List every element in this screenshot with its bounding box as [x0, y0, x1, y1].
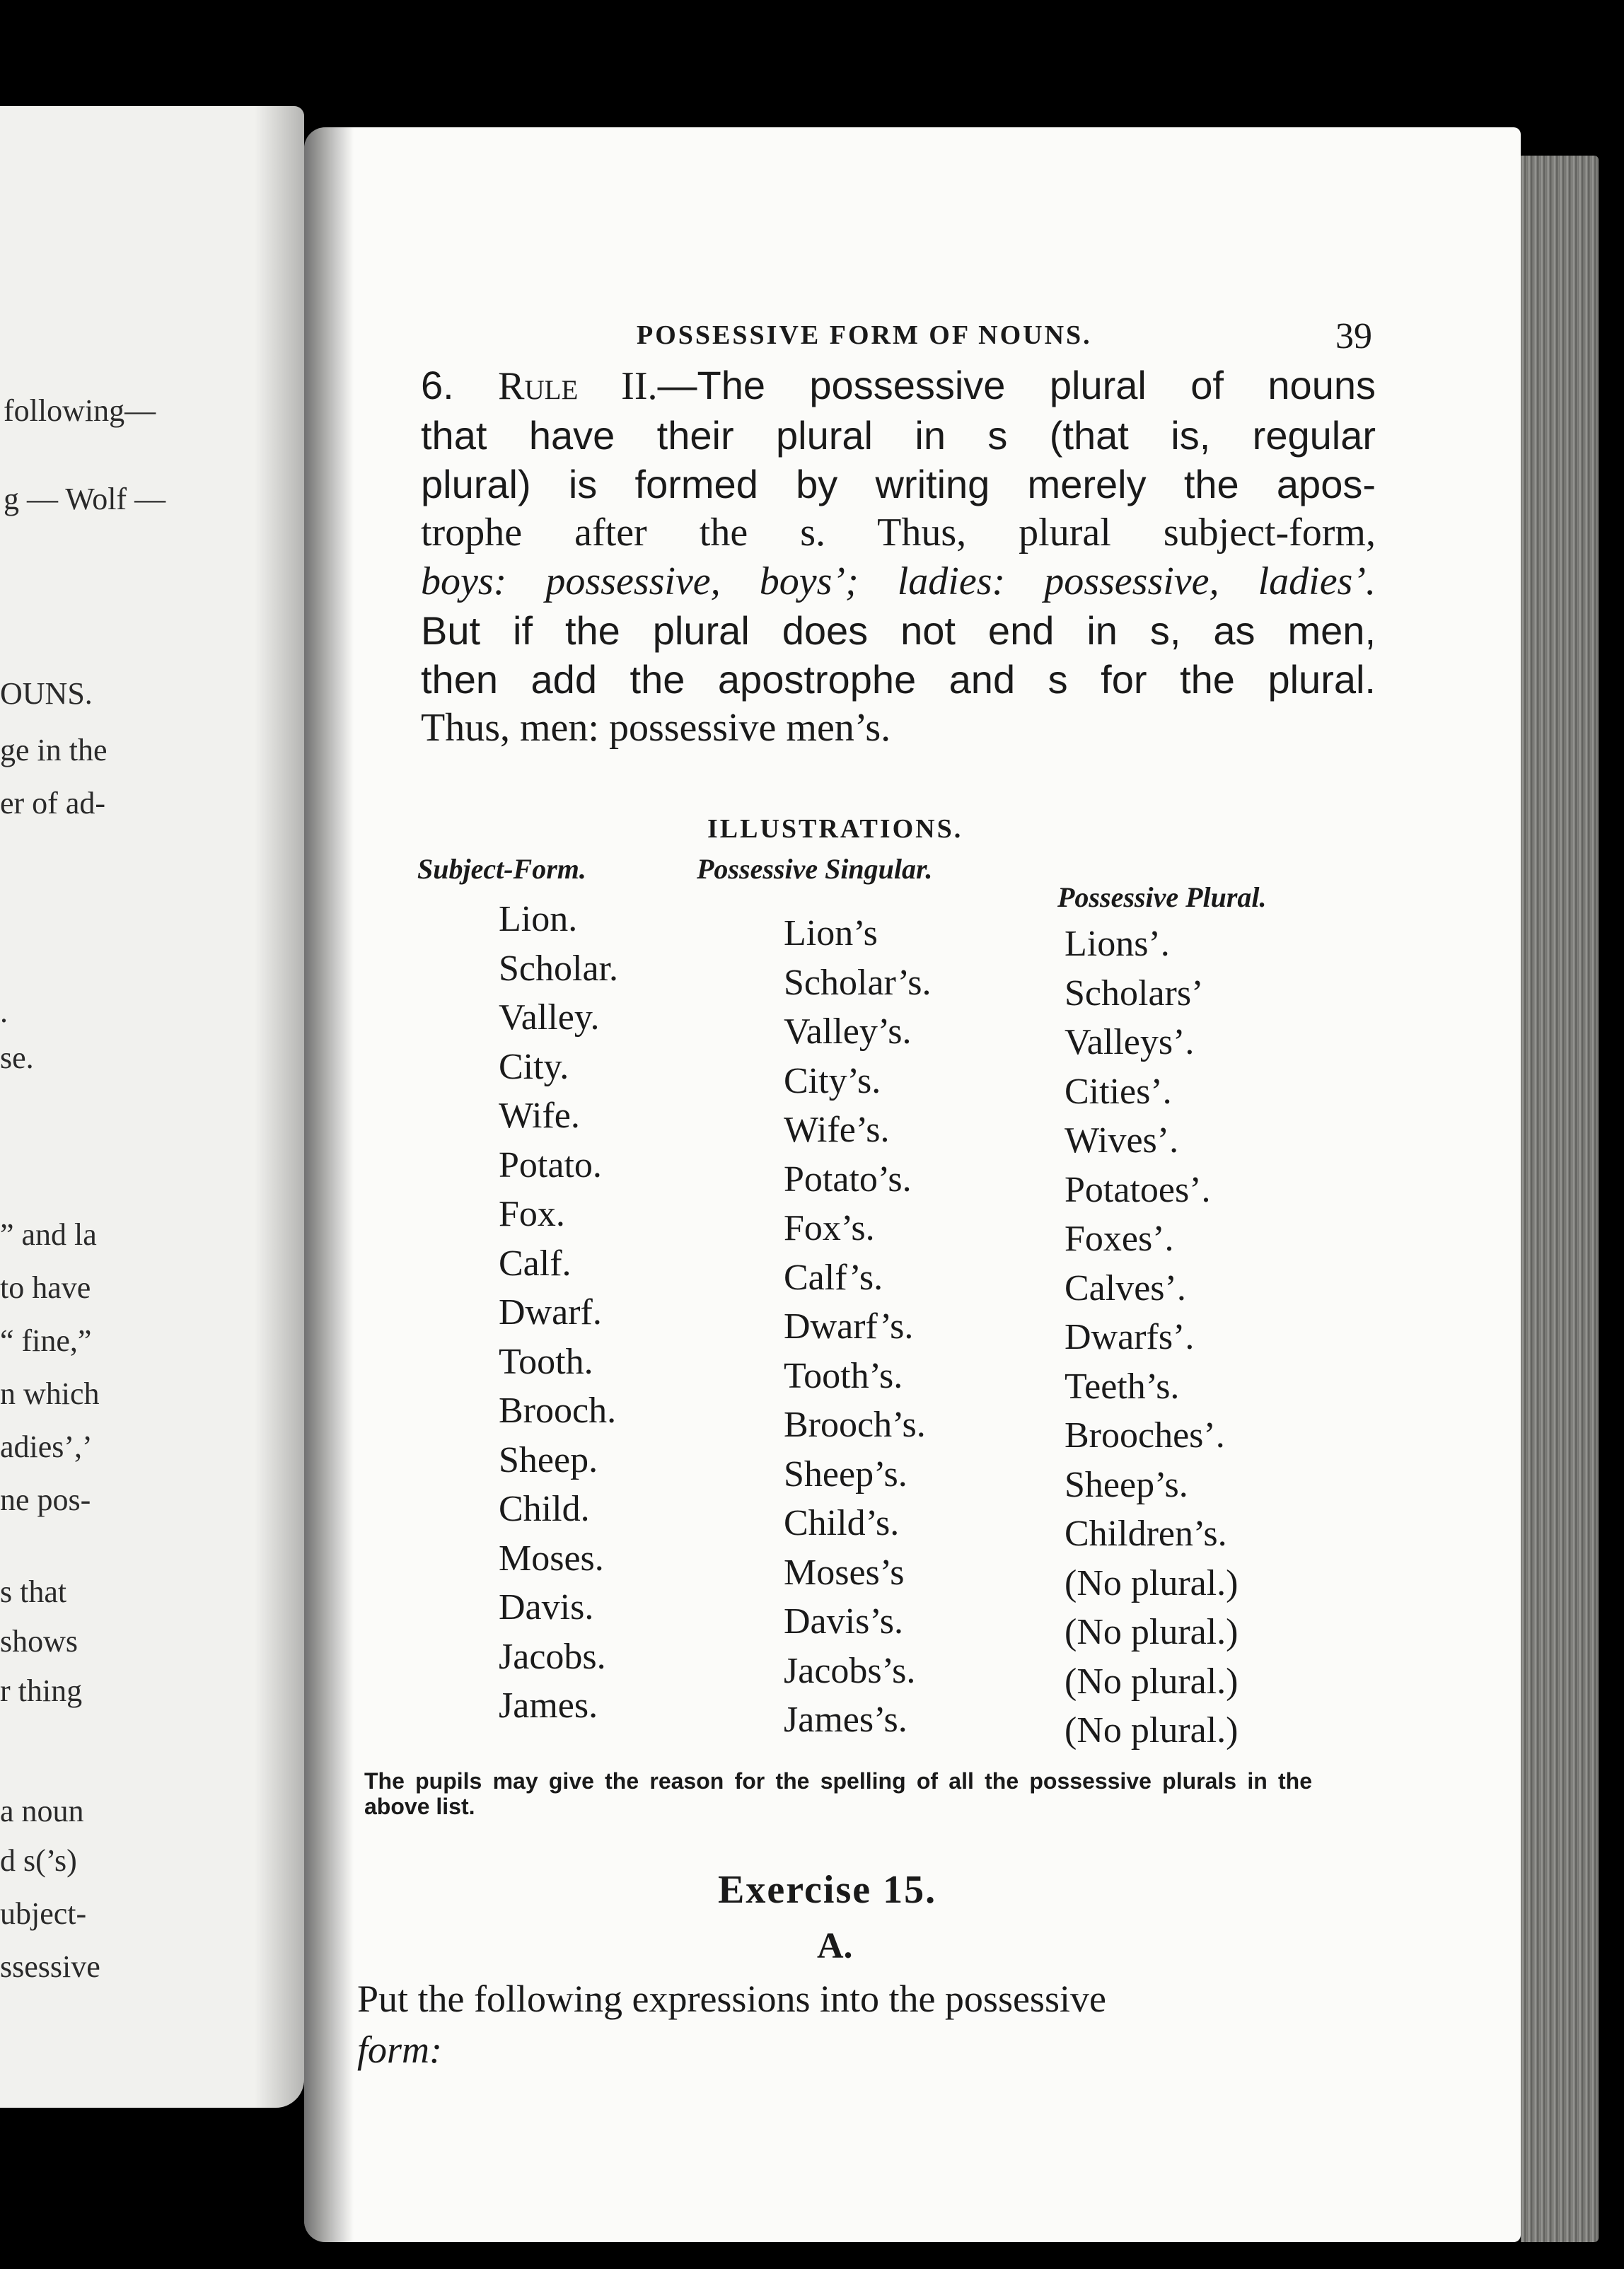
possessive-plural-cell: Dwarfs’.: [1065, 1317, 1195, 1357]
subject-form-cell: Calf.: [499, 1243, 572, 1284]
running-title: POSSESSIVE FORM OF NOUNS.: [637, 320, 1092, 350]
possessive-plural-cell: Sheep’s.: [1065, 1464, 1188, 1505]
left-page-fragment: a noun: [0, 1794, 84, 1828]
subject-form-cell: Potato.: [499, 1144, 602, 1185]
subject-form-cell: Valley.: [499, 997, 600, 1038]
subject-form-cell: Sheep.: [499, 1439, 598, 1480]
subject-form-cell: Scholar.: [499, 948, 618, 989]
rule-line-3: plural) is formed by writing merely the apos-: [421, 462, 1376, 506]
possessive-plural-cell: Foxes’.: [1065, 1219, 1174, 1259]
left-page-fragment: adies’,’: [0, 1429, 93, 1464]
instruction-line-2: form:: [357, 2029, 442, 2071]
subject-form-cell: Davis.: [499, 1587, 594, 1627]
left-page-fragment: se.: [0, 1040, 34, 1075]
rule-line-2: that have their plural in s (that is, regular: [421, 413, 1376, 458]
left-page-fragment: following—: [4, 393, 156, 428]
possessive-singular-cell: Davis’s.: [784, 1601, 903, 1642]
left-page-fragment: to have: [0, 1270, 91, 1305]
possessive-singular-cell: Lion’s: [784, 913, 878, 953]
possessive-plural-cell: Lions’.: [1065, 924, 1170, 964]
page-header: [637, 316, 1372, 362]
subject-form-cell: Wife.: [499, 1096, 580, 1136]
possessive-plural-cell: Cities’.: [1065, 1071, 1172, 1112]
subject-form-column: [499, 895, 618, 1731]
exercise-title: Exercise 15.: [718, 1868, 937, 1912]
subject-form-cell: Tooth.: [499, 1341, 593, 1382]
instruction-line-1: Put the following expressions into the possessive: [357, 1978, 1106, 2020]
subject-form-cell: Moses.: [499, 1538, 604, 1579]
possessive-singular-cell: Fox’s.: [784, 1208, 875, 1248]
possessive-plural-cell: Valleys’.: [1065, 1022, 1195, 1062]
possessive-singular-cell: Wife’s.: [784, 1110, 890, 1150]
rule-line-6: But if the plural does not end in s, as men,: [421, 608, 1376, 653]
left-gutter-shadow: [255, 106, 304, 2108]
possessive-plural-cell: Teeth’s.: [1065, 1366, 1180, 1407]
footnote: The pupils may give the reason for the spelling of all the possessive plurals in the above list.: [364, 1768, 1312, 1819]
possessive-plural-cell: (No plural.): [1065, 1710, 1239, 1751]
left-page-fragment: ubject-: [0, 1896, 87, 1931]
subject-form-cell: City.: [499, 1046, 569, 1087]
possessive-singular-cell: Brooch’s.: [784, 1405, 926, 1445]
subject-form-cell: Jacobs.: [499, 1636, 606, 1677]
exercise-part-label: A.: [817, 1926, 853, 1966]
left-page-fragment: er of ad-: [0, 786, 106, 820]
rule-line-text: —The possessive plural of nouns: [657, 363, 1376, 407]
rule-line-5: boys: possessive, boys’; ladies: possessive, ladies’.: [421, 559, 1376, 603]
possessive-plural-cell: Calves’.: [1065, 1267, 1186, 1308]
subject-form-cell: Lion.: [499, 899, 578, 939]
page-number: 39: [1335, 316, 1372, 356]
possessive-plural-cell: Wives’.: [1065, 1120, 1179, 1161]
left-page-fragment: n which: [0, 1376, 100, 1411]
subject-form-cell: James.: [499, 1685, 598, 1726]
possessive-singular-cell: Tooth’s.: [784, 1355, 903, 1396]
left-page-fragment: ssessive: [0, 1949, 100, 1984]
left-page-fragment: “ fine,”: [0, 1323, 92, 1358]
rule-number: 6.: [421, 363, 454, 407]
possessive-plural-cell: (No plural.): [1065, 1612, 1239, 1652]
possessive-singular-cell: Valley’s.: [784, 1011, 912, 1052]
left-page-fragment: ” and la: [0, 1217, 97, 1252]
possessive-singular-column: [784, 909, 931, 1745]
possessive-singular-cell: Potato’s.: [784, 1159, 912, 1200]
left-page-fragment: shows: [0, 1624, 79, 1659]
possessive-plural-cell: Children’s.: [1065, 1514, 1227, 1554]
illustrations-heading: ILLUSTRATIONS.: [707, 814, 963, 844]
possessive-singular-cell: Calf’s.: [784, 1257, 883, 1298]
possessive-plural-cell: Potatoes’.: [1065, 1169, 1211, 1210]
possessive-plural-cell: (No plural.): [1065, 1562, 1239, 1603]
left-page-fragment: r thing: [0, 1673, 83, 1708]
left-page-fragment: ge in the: [0, 733, 108, 767]
exercise-instruction: [357, 1973, 1376, 2075]
page-edges: [1521, 156, 1599, 2242]
possessive-singular-cell: James’s.: [784, 1700, 907, 1740]
column-heading-subject-form: Subject-Form.: [417, 853, 586, 885]
rule-label: Rule II.: [498, 364, 658, 408]
possessive-singular-cell: Sheep’s.: [784, 1453, 907, 1495]
rule-paragraph: [421, 361, 1376, 753]
possessive-singular-cell: Moses’s: [784, 1552, 905, 1593]
possessive-singular-cell: Dwarf’s.: [784, 1306, 914, 1347]
rule-line-8: Thus, men: possessive men’s.: [421, 706, 891, 750]
possessive-singular-cell: City’s.: [784, 1060, 881, 1101]
possessive-plural-column: [1065, 919, 1238, 1756]
right-gutter-shadow: [304, 127, 354, 2242]
column-heading-possessive-plural: Possessive Plural.: [1057, 881, 1267, 913]
possessive-singular-cell: Jacobs’s.: [784, 1650, 916, 1691]
left-page-fragment: g — Wolf —: [4, 482, 166, 516]
rule-line-4: trophe after the s. Thus, plural subject-form,: [421, 511, 1376, 555]
possessive-plural-cell: (No plural.): [1065, 1661, 1239, 1702]
left-page-fragment: d s(’s): [0, 1843, 77, 1878]
rule-line-1: [421, 361, 1376, 411]
left-page-fragment: ne pos-: [0, 1482, 91, 1517]
subject-form-cell: Brooch.: [499, 1391, 617, 1431]
subject-form-cell: Child.: [499, 1489, 590, 1529]
left-facing-page: [0, 106, 304, 2108]
possessive-singular-cell: Scholar’s.: [784, 962, 932, 1003]
rule-line-7: then add the apostrophe and s for the plural.: [421, 657, 1376, 702]
subject-form-cell: Fox.: [499, 1194, 565, 1234]
possessive-plural-cell: Scholars’: [1065, 973, 1204, 1014]
subject-form-cell: Dwarf.: [499, 1292, 602, 1333]
left-page-fragment: OUNS.: [0, 676, 93, 711]
left-page-fragment: s that: [0, 1574, 67, 1609]
possessive-singular-cell: Child’s.: [784, 1503, 900, 1543]
left-page-fragment: .: [0, 994, 8, 1029]
column-heading-possessive-singular: Possessive Singular.: [697, 853, 933, 885]
possessive-plural-cell: Brooches’.: [1065, 1415, 1225, 1456]
